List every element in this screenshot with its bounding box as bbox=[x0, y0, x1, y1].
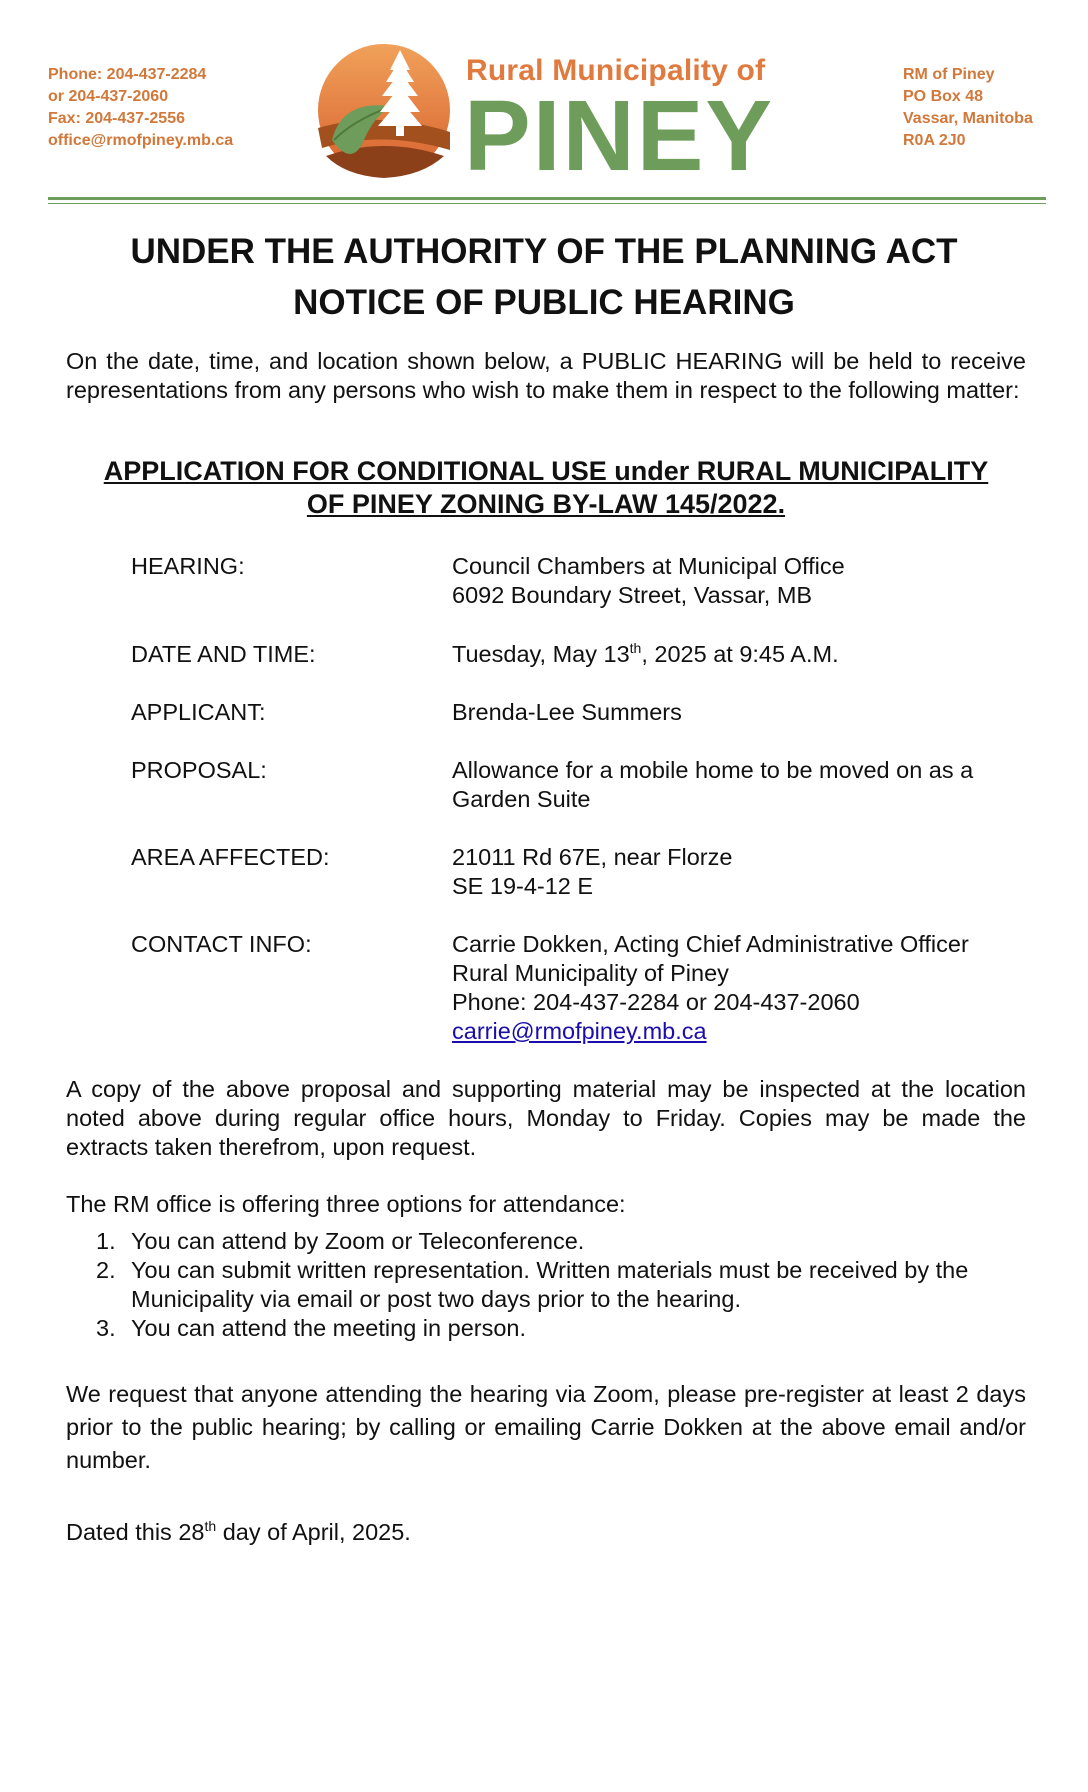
list-item bbox=[66, 1227, 1026, 1256]
applicant-label: APPLICANT: bbox=[131, 699, 266, 725]
letterhead bbox=[0, 0, 1088, 200]
proposal-label: PROPOSAL: bbox=[131, 757, 267, 783]
postal-code-line: R0A 2J0 bbox=[903, 132, 966, 149]
list-number: 2. bbox=[96, 1257, 116, 1283]
contact-block-right bbox=[903, 64, 1033, 152]
date-ordinal: th bbox=[629, 640, 642, 657]
authority-heading: UNDER THE AUTHORITY OF THE PLANNING ACT bbox=[130, 232, 958, 271]
zoom-paragraph: We request that anyone attending the hearing via Zoom, please pre-register at least 2 days prior to the public hearing; by calling or emailing Carrie Dokken at the above email and/or number. bbox=[66, 1381, 1026, 1473]
address-line-3: Vassar, Manitoba bbox=[903, 110, 1033, 127]
logo-subtitle: Rural Municipality of bbox=[466, 54, 766, 87]
address-line-2: PO Box 48 bbox=[903, 88, 984, 105]
notice-heading: NOTICE OF PUBLIC HEARING bbox=[293, 283, 795, 322]
dated-post: day of April, 2025. bbox=[216, 1519, 411, 1545]
logo-wordmark: PINEY bbox=[464, 80, 775, 192]
area-legal: SE 19-4-12 E bbox=[452, 873, 594, 899]
date-time-value bbox=[452, 640, 1032, 669]
office-email-line: office@rmofpiney.mb.ca bbox=[48, 132, 234, 149]
list-number: 3. bbox=[96, 1315, 116, 1341]
date-part: Tuesday, May 13 bbox=[452, 641, 630, 667]
application-title bbox=[66, 455, 1026, 521]
proposal-line-1: Allowance for a mobile home to be moved on as a bbox=[452, 757, 974, 783]
attendance-options-list bbox=[66, 1227, 1026, 1343]
contact-block-left bbox=[48, 64, 233, 152]
hearing-address: 6092 Boundary Street, Vassar, MB bbox=[452, 582, 813, 608]
applicant-value: Brenda-Lee Summers bbox=[452, 699, 682, 725]
contact-email-link[interactable]: carrie@rmofpiney.mb.ca bbox=[452, 1018, 707, 1044]
alt-phone-line: or 204-437-2060 bbox=[48, 88, 169, 105]
area-label: AREA AFFECTED: bbox=[131, 844, 330, 870]
proposal-line-2: Garden Suite bbox=[452, 786, 591, 812]
phone-line: Phone: 204-437-2284 bbox=[48, 66, 207, 83]
dated-pre: Dated this 28 bbox=[66, 1519, 205, 1545]
hearing-label: HEARING: bbox=[131, 553, 245, 579]
contact-name: Carrie Dokken, Acting Chief Administrative Officer bbox=[452, 931, 969, 957]
application-title-line-1: APPLICATION FOR CONDITIONAL USE under RURAL MUNICIPALITY bbox=[103, 456, 989, 486]
application-title-line-2: OF PINEY ZONING BY-LAW 145/2022. bbox=[306, 489, 786, 519]
list-text: You can attend by Zoom or Teleconference. bbox=[131, 1228, 585, 1254]
contact-value bbox=[452, 930, 1032, 1046]
time-part: , 2025 at 9:45 A.M. bbox=[641, 641, 839, 667]
header-divider bbox=[48, 197, 1046, 200]
address-line-1: RM of Piney bbox=[903, 66, 995, 83]
contact-org: Rural Municipality of Piney bbox=[452, 960, 729, 986]
municipality-logo bbox=[312, 40, 782, 192]
list-number: 1. bbox=[96, 1228, 116, 1254]
hearing-location: Council Chambers at Municipal Office bbox=[452, 553, 845, 579]
list-text: You can submit written representation. Written materials must be received by the Municipality via email or post two days prior to the hearing. bbox=[131, 1257, 969, 1312]
area-value bbox=[452, 843, 1032, 901]
fax-line: Fax: 204-437-2556 bbox=[48, 110, 185, 127]
header-divider-thin bbox=[48, 203, 1046, 204]
dated-line bbox=[66, 1518, 1026, 1547]
contact-label: CONTACT INFO: bbox=[131, 931, 312, 957]
list-item bbox=[66, 1256, 1026, 1314]
contact-phone: Phone: 204-437-2284 or 204-437-2060 bbox=[452, 989, 860, 1015]
list-text: You can attend the meeting in person. bbox=[131, 1315, 527, 1341]
pine-tree-emblem-icon bbox=[312, 40, 452, 180]
area-address: 21011 Rd 67E, near Florze bbox=[452, 844, 733, 870]
hearing-value bbox=[452, 552, 1032, 610]
proposal-value bbox=[452, 756, 1032, 814]
inspection-paragraph: A copy of the above proposal and supporting material may be inspected at the location noted above during regular office hours, Monday to Friday. Copies may be made the extracts taken therefrom, upon request. bbox=[66, 1076, 1026, 1160]
list-item bbox=[66, 1314, 1026, 1343]
date-time-label: DATE AND TIME: bbox=[131, 641, 316, 667]
options-intro: The RM office is offering three options for attendance: bbox=[66, 1191, 626, 1217]
dated-ordinal: th bbox=[204, 1518, 217, 1535]
intro-paragraph: On the date, time, and location shown below, a PUBLIC HEARING will be held to receive representations from any persons who wish to make them in respect to the following matter: bbox=[66, 348, 1026, 403]
